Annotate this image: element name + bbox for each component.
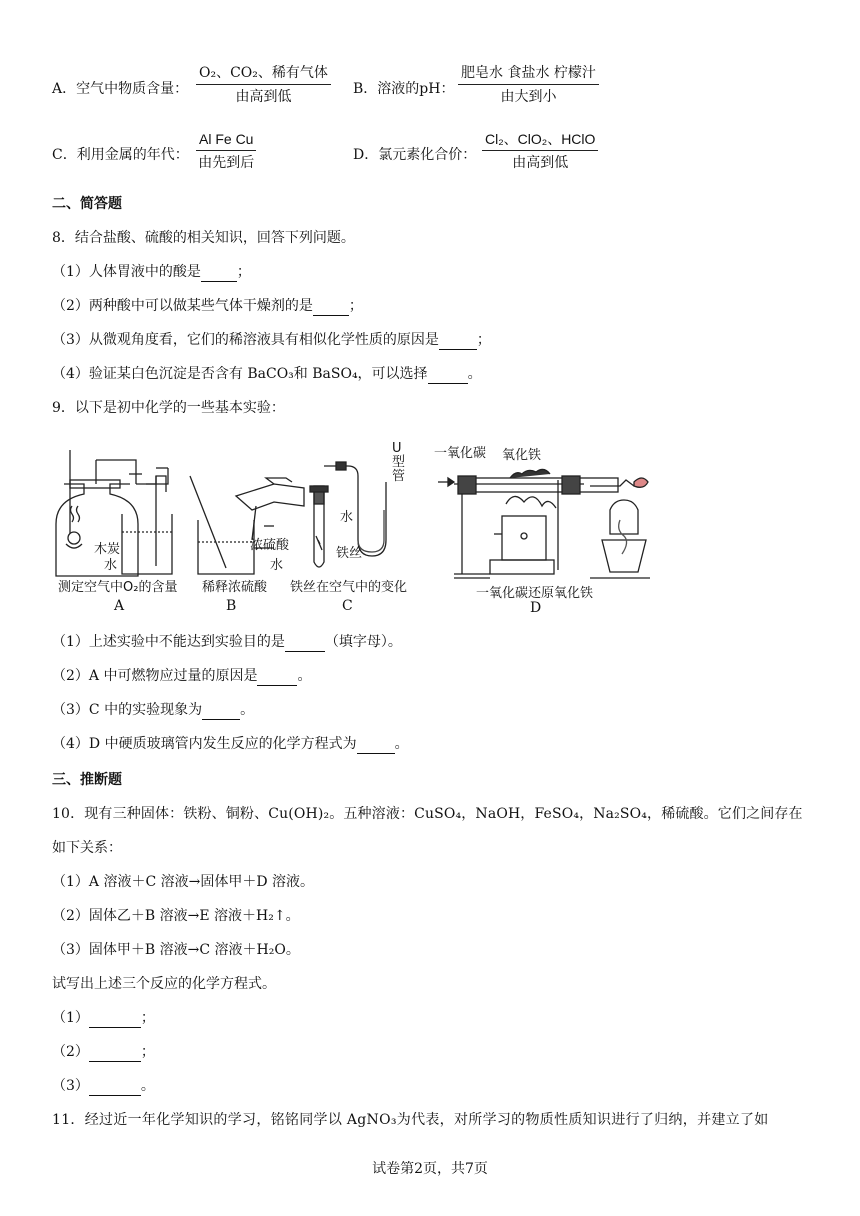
- page-footer: 试卷第2页，共7页: [372, 1161, 488, 1177]
- q8-part-4: [52, 364, 482, 384]
- answer-blank[interactable]: [89, 1013, 141, 1028]
- q8-p1-text: （1）人体胃液中的酸是: [52, 264, 201, 280]
- q10-a3-text: （3）: [52, 1078, 89, 1094]
- q8-p3-text: （3）从微观角度看，它们的稀溶液具有相似化学性质的原因是: [52, 332, 439, 348]
- q7-option-b-fraction: [458, 64, 599, 106]
- q10-stem-line2: 如下关系：: [52, 840, 122, 856]
- label-d: D: [530, 600, 542, 616]
- section-heading-2: 二、简答题: [52, 196, 122, 212]
- q7-option-a-fraction: [196, 64, 331, 106]
- answer-blank[interactable]: [89, 1047, 141, 1062]
- label-u-tube: U型管: [392, 441, 406, 484]
- q7-option-a-num: O₂、CO₂、稀有气体: [196, 64, 331, 85]
- q10-instruction: 试写出上述三个反应的化学方程式。: [52, 976, 276, 992]
- caption-a: 测定空气中O₂的含量: [58, 580, 178, 595]
- q10-relation-2: （2）固体乙＋B 溶液→E 溶液＋H₂↑。: [52, 908, 300, 924]
- caption-b: 稀释浓硫酸: [202, 580, 268, 595]
- label-charcoal: 木炭: [94, 542, 121, 557]
- section-heading-3: 三、推断题: [52, 772, 122, 788]
- q7-option-c-fraction: [196, 130, 256, 172]
- q9-part-3: [52, 700, 254, 720]
- q10-relation-1: （1）A 溶液＋C 溶液→固体甲＋D 溶液。: [52, 874, 315, 890]
- q7-option-d-num: Cl₂、ClO₂、HClO: [482, 130, 598, 151]
- q7-option-b-num: 肥皂水 食盐水 柠檬汁: [458, 64, 599, 85]
- q7-option-c-den: 由先到后: [198, 155, 255, 171]
- q9-part-1: [52, 632, 402, 652]
- q9-stem: 9．以下是初中化学的一些基本实验：: [52, 400, 285, 416]
- q8-p3-end: ；: [476, 332, 491, 348]
- q10-answer-1: [52, 1008, 155, 1028]
- q8-stem: 8．结合盐酸、硫酸的相关知识，回答下列问题。: [52, 230, 355, 246]
- q11-stem: 11．经过近一年化学知识的学习，铭铭同学以 AgNO₃为代表，对所学习的物质性质知识进行了归纳，并建立了如: [52, 1112, 769, 1128]
- q10-a2-text: （2）: [52, 1044, 89, 1060]
- label-water-c: 水: [340, 510, 354, 525]
- q9-p4-text: （4）D 中硬质玻璃管内发生反应的化学方程式为: [52, 736, 357, 752]
- q10-answer-3: [52, 1076, 155, 1096]
- q7-option-a-den: 由高到低: [235, 89, 292, 105]
- q7-option-b-den: 由大到小: [500, 89, 557, 105]
- q10-answer-2: [52, 1042, 155, 1062]
- q9-p1-text: （1）上述实验中不能达到实验目的是: [52, 634, 285, 650]
- answer-blank[interactable]: [257, 671, 297, 686]
- answer-blank[interactable]: [439, 335, 477, 350]
- q10-a2-end: ；: [140, 1044, 155, 1060]
- caption-c: 铁丝在空气中的变化: [290, 580, 408, 595]
- q7-option-d-label: D．氯元素化合价：: [353, 147, 477, 163]
- q10-stem-line1: 10．现有三种固体：铁粉、铜粉、Cu(OH)₂。五种溶液：CuSO₄，NaOH，FeSO₄，Na₂SO₄，稀硫酸。它们之间存在: [52, 806, 803, 822]
- q7-option-b-label: B．溶液的pH：: [353, 81, 455, 97]
- answer-blank[interactable]: [428, 369, 468, 384]
- q9-p1-end: （填字母）。: [324, 634, 402, 650]
- answer-blank[interactable]: [285, 637, 325, 652]
- label-iron-oxide: 氧化铁: [502, 448, 542, 463]
- answer-blank[interactable]: [357, 739, 395, 754]
- q9-part-2: [52, 666, 311, 686]
- q7-option-c-label: C．利用金属的年代：: [52, 147, 189, 163]
- q10-a1-end: ；: [140, 1010, 155, 1026]
- label-b: B: [226, 598, 237, 614]
- q9-experiment-figure: [50, 440, 810, 620]
- label-water-b: 水: [270, 558, 284, 573]
- label-a: A: [114, 598, 125, 614]
- q7-option-a-label: A．空气中物质含量：: [52, 81, 189, 97]
- answer-blank[interactable]: [313, 301, 349, 316]
- q8-part-2: [52, 296, 363, 316]
- q8-p4-text: （4）验证某白色沉淀是否含有 BaCO₃和 BaSO₄，可以选择: [52, 366, 428, 382]
- q9-p3-text: （3）C 中的实验现象为: [52, 702, 203, 718]
- label-c: C: [342, 598, 353, 614]
- q8-part-3: [52, 330, 491, 350]
- answer-blank[interactable]: [202, 705, 240, 720]
- q8-p2-text: （2）两种酸中可以做某些气体干燥剂的是: [52, 298, 313, 314]
- label-conc-sulfuric: 浓硫酸: [250, 538, 290, 553]
- answer-blank[interactable]: [201, 267, 237, 282]
- label-water-a: 水: [104, 558, 118, 573]
- q10-relation-3: （3）固体甲＋B 溶液→C 溶液＋H₂O。: [52, 942, 300, 958]
- q10-a1-text: （1）: [52, 1010, 89, 1026]
- q8-part-1: [52, 262, 251, 282]
- q9-part-4: [52, 734, 409, 754]
- q9-p4-end: 。: [394, 736, 409, 752]
- q8-p2-end: ；: [348, 298, 363, 314]
- q7-option-c-num: Al Fe Cu: [196, 130, 256, 151]
- caption-d: 一氧化碳还原氧化铁: [476, 586, 594, 601]
- q10-a3-end: 。: [140, 1078, 155, 1094]
- label-iron-wire: 铁丝: [336, 546, 363, 561]
- q7-option-d-den: 由高到低: [512, 155, 569, 171]
- answer-blank[interactable]: [89, 1081, 141, 1096]
- q9-p3-end: 。: [240, 702, 255, 718]
- q8-p1-end: ；: [236, 264, 251, 280]
- label-carbon-monoxide: 一氧化碳: [434, 446, 487, 461]
- q8-p4-end: 。: [467, 366, 482, 382]
- q9-p2-text: （2）A 中可燃物应过量的原因是: [52, 668, 258, 684]
- q9-p2-end: 。: [297, 668, 312, 684]
- q7-option-d-fraction: [482, 130, 598, 172]
